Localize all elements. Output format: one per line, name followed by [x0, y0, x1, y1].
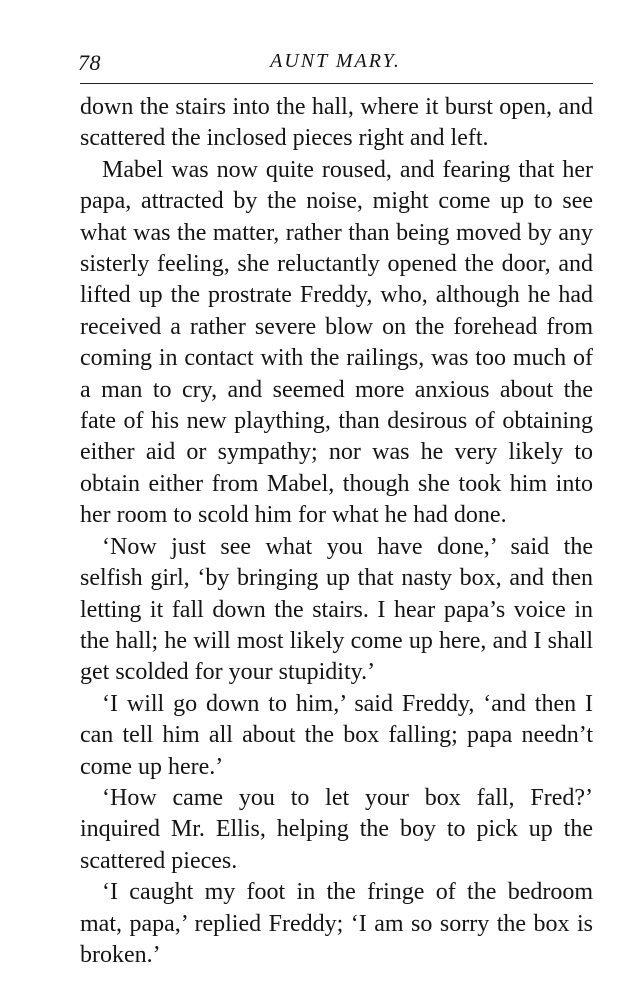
- running-title: AUNT MARY.: [270, 50, 401, 72]
- page-number: 78: [78, 50, 101, 75]
- paragraph: ‘I will go down to him,’ said Freddy, ‘and then I can tell him all about the box falling; papa needn’t come up here.’: [80, 690, 593, 780]
- paragraph: ‘How came you to let your box fall, Fred?’ inquired Mr. Ellis, helping the boy to pick up the scattered pieces.: [80, 784, 593, 874]
- paragraph: Mabel was now quite roused, and fearing that her papa, attracted by the noise, might come up to see what was the matter, rather than being moved by any sisterly feeling, she reluctantly opened the door, and lifted up the prostrate Freddy, who, although he had received a rather severe blow on the forehead from coming in contact with the railings, was too much of a man to cry, and seemed more anxious about the fate of his new plaything, than desirous of obtaining either aid or sympathy; nor was he very likely to obtain either from Mabel, though she took him into her room to scold him for what he had done.: [80, 156, 593, 529]
- paragraph: ‘Now just see what you have done,’ said the selfish girl, ‘by bringing up that nasty box, and then letting it fall down the stairs. I hear papa’s voice in the hall; he will most likely come up here, and I shall get scolded for your stupidity.’: [80, 533, 593, 686]
- page-header: [78, 44, 593, 74]
- paragraph: down the stairs into the hall, where it burst open, and scattered the inclosed pieces right and left.: [80, 94, 593, 152]
- paragraph: ‘I caught my foot in the fringe of the bedroom mat, papa,’ replied Freddy; ‘I am so sorry the box is broken.’: [80, 879, 593, 968]
- body-text: [80, 92, 593, 971]
- header-rule: [80, 83, 593, 84]
